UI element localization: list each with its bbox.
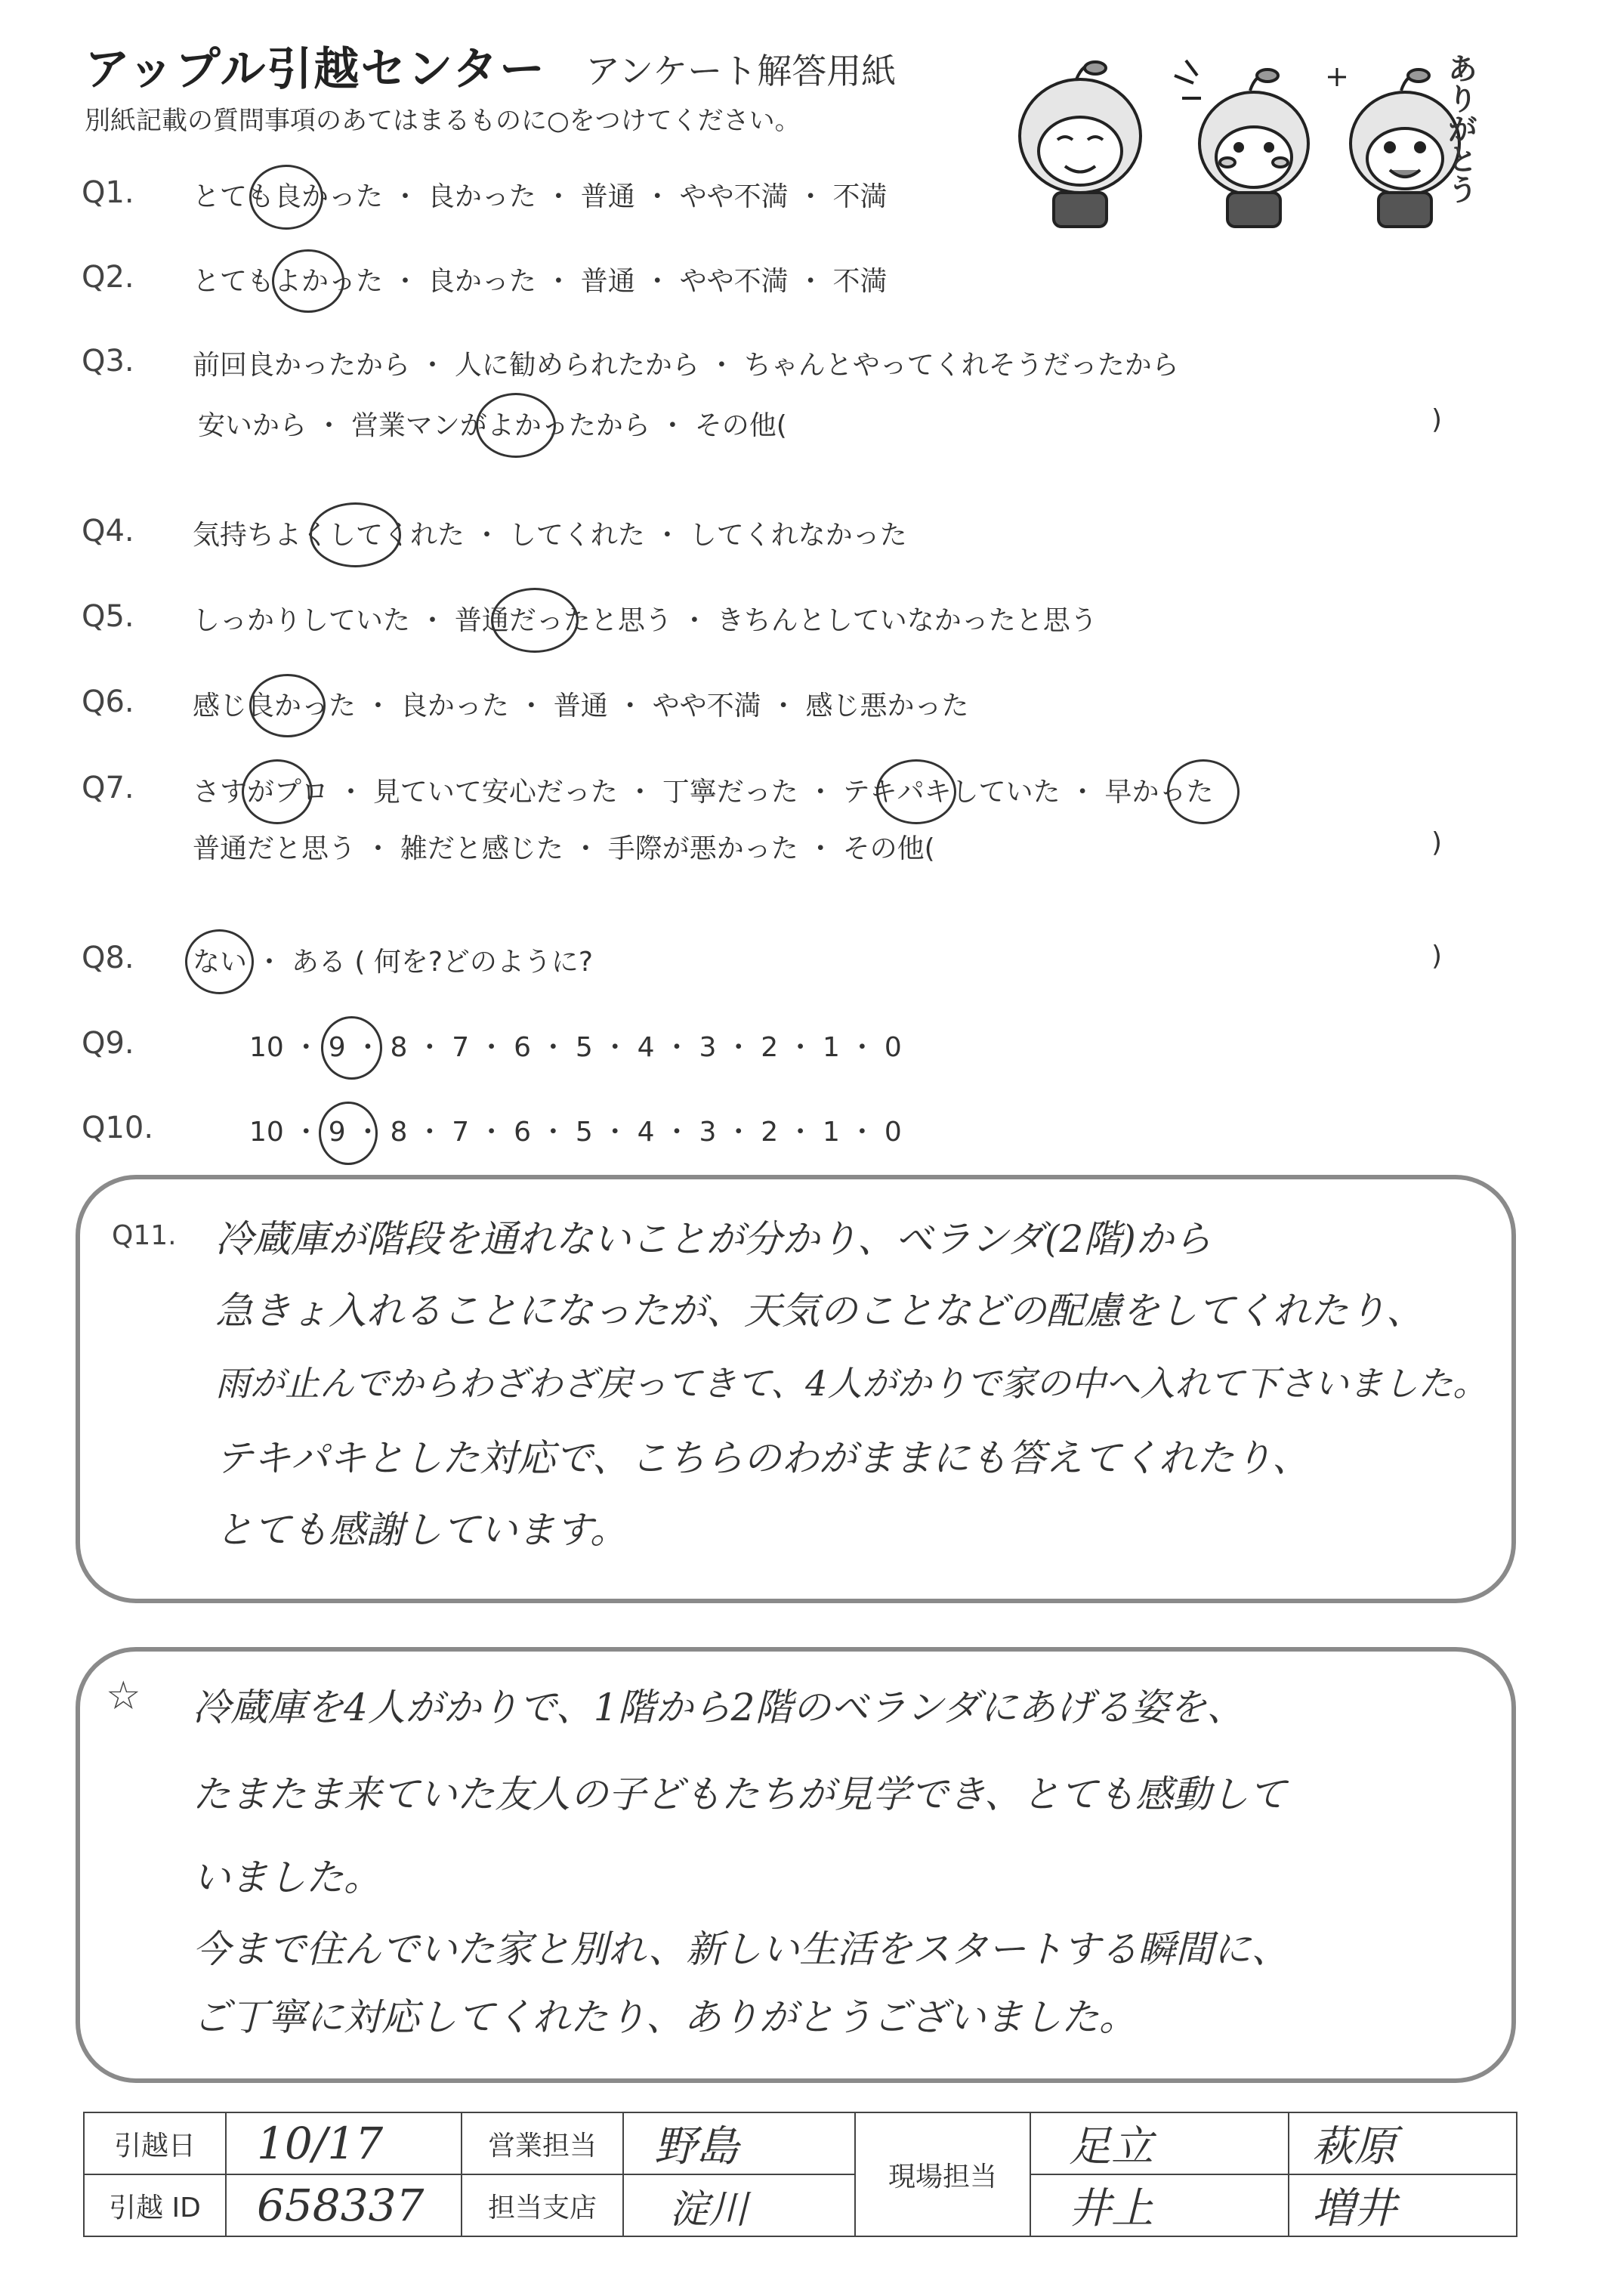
answer-circle-mark: [249, 165, 323, 230]
mascot-monkey-1-icon: [1020, 62, 1141, 227]
question-label: Q10.: [82, 1111, 154, 1145]
question-options: 気持ちよくしてくれた ・ してくれた ・ してくれなかった: [193, 520, 907, 551]
move-date-label: 引越日: [84, 2112, 226, 2174]
answer-circle-mark: [476, 393, 556, 458]
star-handwriting-line: たまたま来ていた友人の子どもたちが見学でき、とても感動して: [193, 1772, 1286, 1816]
question-paren-close: ): [1431, 827, 1443, 858]
q11-handwriting-line: テキパキとした対応で、こちらのわがままにも答えてくれたり、: [215, 1436, 1310, 1480]
question-label: Q3.: [82, 344, 134, 379]
move-id-value: 658337: [226, 2174, 462, 2236]
question-label: Q9.: [82, 1026, 134, 1061]
site-staff-value: 増井: [1289, 2174, 1517, 2236]
answer-circle-mark: [272, 249, 344, 313]
question-label: Q8.: [82, 941, 134, 975]
question-label: Q4.: [82, 514, 134, 549]
site-staff-value: 足立: [1030, 2112, 1289, 2174]
mascot-monkey-2-icon: [1175, 60, 1308, 227]
move-date-value: 10/17: [226, 2112, 462, 2174]
question-options: ない ・ ある ( 何を?どのように?: [193, 947, 594, 978]
star-handwriting-line: いました。: [193, 1856, 381, 1899]
question-options: 安いから ・ 営業マンがよかったから ・ その他(: [198, 410, 787, 441]
question-label: Q5.: [82, 599, 134, 634]
instruction-text: 別紙記載の質問事項のあてはまるものに○をつけてください。: [85, 106, 801, 136]
answer-circle-mark: [1167, 759, 1240, 824]
question-label: Q1.: [82, 175, 134, 210]
answer-circle-mark: [310, 502, 401, 567]
company-title: アップル引越センター: [85, 43, 546, 96]
answer-circle-mark: [319, 1102, 378, 1165]
q11-handwriting-line: 急きょ入れることになったが、天気のことなどの配慮をしてくれたり、: [215, 1289, 1424, 1333]
mascot-thanks-text: ありがとう: [1443, 53, 1477, 204]
star-icon: ☆: [106, 1673, 141, 1719]
branch-value: 淀川: [623, 2174, 855, 2236]
site-staff-value: 井上: [1030, 2174, 1289, 2236]
question-paren-close: ): [1431, 941, 1443, 972]
question-label: Q2.: [82, 260, 134, 295]
star-handwriting-line: 冷蔵庫を4人がかりで、1階から2階のベランダにあげる姿を、: [193, 1686, 1245, 1729]
question-options: とても良かった ・ 良かった ・ 普通 ・ やや不満 ・ 不満: [193, 181, 888, 212]
site-staff-value: 萩原: [1289, 2112, 1517, 2174]
question-options: とてもよかった ・ 良かった ・ 普通 ・ やや不満 ・ 不満: [193, 266, 888, 297]
branch-label: 担当支店: [462, 2174, 623, 2236]
question-options: しっかりしていた ・ 普通だったと思う ・ きちんとしていなかったと思う: [193, 605, 1098, 636]
question-options: 前回良かったから ・ 人に勧められたから ・ ちゃんとやってくれそうだったから: [193, 350, 1179, 381]
mascot-illustration: [982, 45, 1511, 234]
question-scale: 10 ・ 9 ・ 8 ・ 7 ・ 6 ・ 5 ・ 4 ・ 3 ・ 2 ・ 1 ・ 0: [249, 1032, 902, 1063]
question-options: さすがプロ ・ 見ていて安心だった ・ 丁寧だった ・ テキパキしていた ・ 早かった: [193, 777, 1214, 808]
answer-circle-mark: [185, 929, 254, 994]
q11-handwriting-line: 冷蔵庫が階段を通れないことが分かり、ベランダ(2階)から: [215, 1217, 1212, 1261]
sales-staff-value: 野島: [623, 2112, 855, 2174]
move-id-label: 引越 ID: [84, 2174, 226, 2236]
question-paren-close: ): [1431, 404, 1443, 435]
q11-label: Q11.: [112, 1220, 177, 1251]
question-options: 感じ良かった ・ 良かった ・ 普通 ・ やや不満 ・ 感じ悪かった: [193, 691, 969, 722]
form-subtitle: アンケート解答用紙: [585, 51, 897, 91]
q11-handwriting-line: 雨が止んでからわざわざ戻ってきて、4人がかりで家の中へ入れて下さいました。: [215, 1363, 1488, 1404]
answer-circle-mark: [321, 1016, 382, 1080]
question-options: 普通だと思う ・ 雑だと感じた ・ 手際が悪かった ・ その他(: [193, 833, 935, 864]
question-label: Q6.: [82, 685, 134, 719]
sales-staff-label: 営業担当: [462, 2112, 623, 2174]
star-handwriting-line: 今まで住んでいた家と別れ、新しい生活をスタートする瞬間に、: [193, 1927, 1289, 1971]
answer-circle-mark: [242, 759, 313, 824]
move-info-table: [83, 2112, 1517, 2237]
star-handwriting-line: ご丁寧に対応してくれたり、ありがとうございました。: [193, 1995, 1137, 2039]
q11-handwriting-line: とても感謝しています。: [215, 1508, 628, 1552]
site-staff-label: 現場担当: [855, 2112, 1030, 2236]
question-label: Q7.: [82, 771, 134, 805]
answer-circle-mark: [876, 759, 956, 824]
question-scale: 10 ・ 9 ・ 8 ・ 7 ・ 6 ・ 5 ・ 4 ・ 3 ・ 2 ・ 1 ・ 0: [249, 1117, 902, 1148]
answer-circle-mark: [249, 674, 326, 737]
answer-circle-mark: [491, 588, 579, 653]
